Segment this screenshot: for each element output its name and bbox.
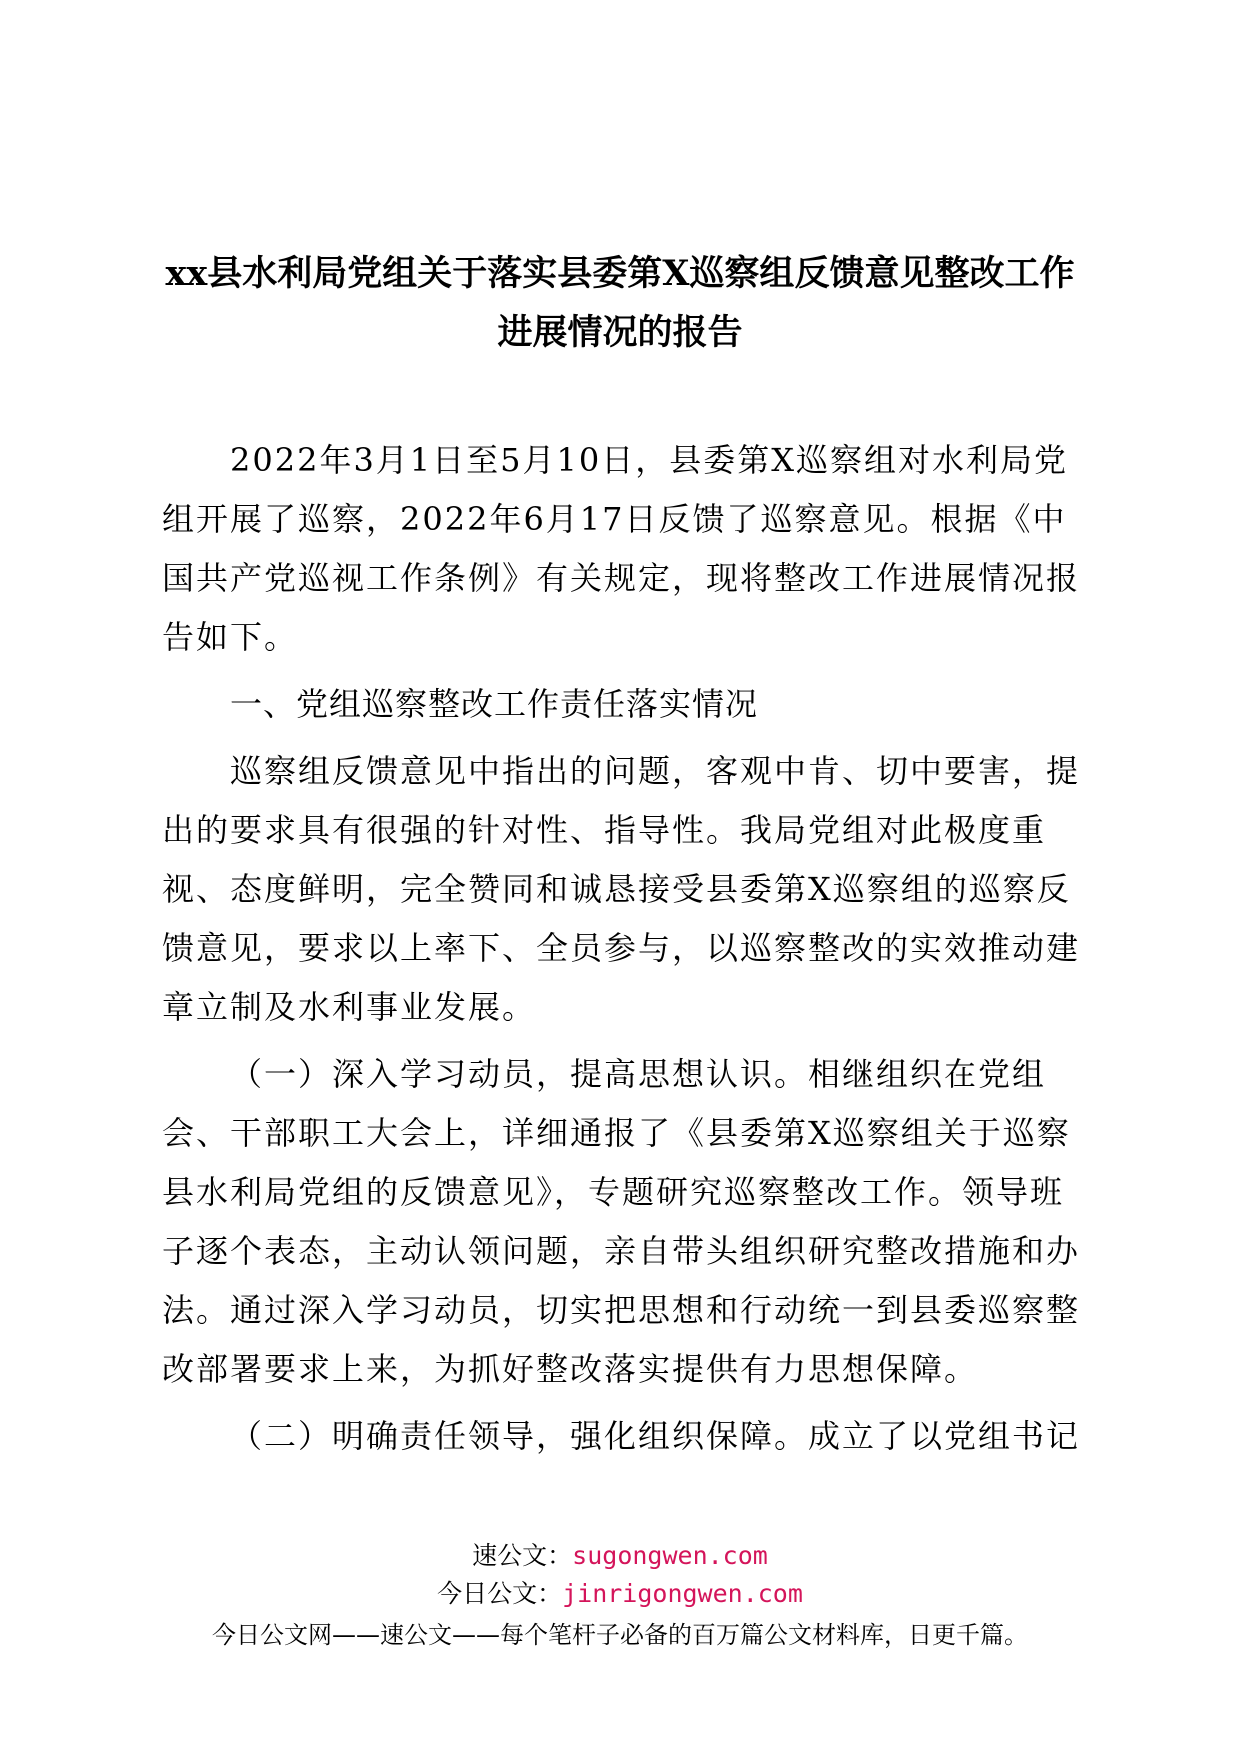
- footer-slogan: 今日公文网——速公文——每个笔杆子必备的百万篇公文材料库，日更千篇。: [212, 1621, 1028, 1649]
- intro-paragraph: 2022年3月1日至5月10日，县委第X巡察组对水利局党组开展了巡察，2022年6月17日反馈了巡察意见。根据《中国共产党巡视工作条例》有关规定，现将整改工作进展情况报告如下。: [162, 441, 1081, 656]
- subsection-paragraph-2: （二）明确责任领导，强化组织保障。成立了以党组书记: [230, 1417, 1081, 1455]
- section-heading: 一、党组巡察整改工作责任落实情况: [230, 685, 759, 723]
- footer-label-1: 速公文：: [472, 1541, 573, 1570]
- footer-label-2: 今日公文：: [437, 1579, 563, 1608]
- document-title: xx县水利局党组关于落实县委第X巡察组反馈意见整改工作进展情况的报告: [165, 253, 1075, 353]
- subsection-paragraph-1: （一）深入学习动员，提高思想认识。相继组织在党组会、干部职工大会上，详细通报了《县委第X巡察组关于巡察县水利局党组的反馈意见》，专题研究巡察整改工作。领导班子逐个表态，主动认领问题，亲自带头组织研究整改措施和办法。通过深入学习动员，切实把思想和行动统一到县委巡察整改部署要求上来，为抓好整改落实提供有力思想保障。: [162, 1055, 1081, 1388]
- footer-line-1: [0, 1537, 1240, 1575]
- footer-line-2: [0, 1575, 1240, 1613]
- footer-link-1[interactable]: sugongwen.com: [572, 1541, 768, 1570]
- footer: [0, 1537, 1240, 1653]
- footer-link-2[interactable]: jinrigongwen.com: [562, 1579, 803, 1608]
- document-body: [162, 431, 1080, 1466]
- section-paragraph: 巡察组反馈意见中指出的问题，客观中肯、切中要害，提出的要求具有很强的针对性、指导性。我局党组对此极度重视、态度鲜明，完全赞同和诚恳接受县委第X巡察组的巡察反馈意见，要求以上率下、全员参与，以巡察整改的实效推动建章立制及水利事业发展。: [162, 752, 1081, 1026]
